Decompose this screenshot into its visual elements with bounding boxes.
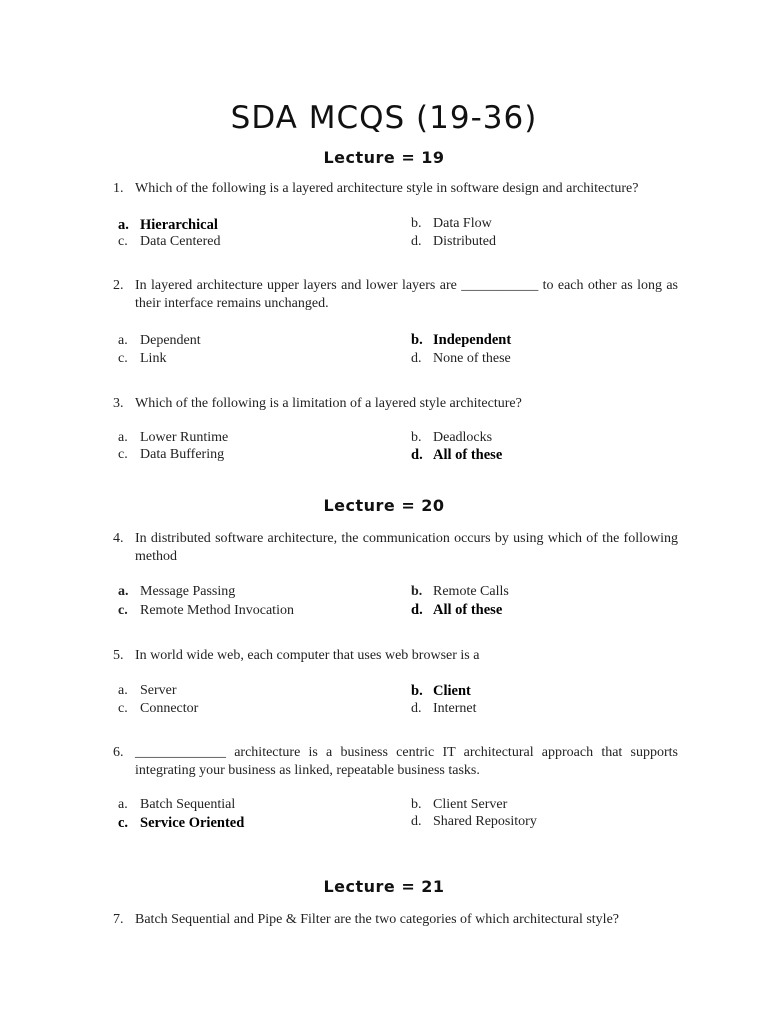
- option-text: Server: [140, 683, 177, 698]
- option-1d: [411, 233, 496, 251]
- question-text: Which of the following is a layered architecture style in software design and architecture?: [135, 181, 639, 196]
- option-letter: d.: [411, 447, 423, 463]
- option-letter: c.: [118, 603, 128, 618]
- question-text: In world wide web, each computer that uses web browser is a: [135, 648, 480, 663]
- option-4c: [118, 602, 294, 620]
- option-text: Service Oriented: [140, 815, 245, 831]
- option-text: Batch Sequential: [140, 797, 236, 812]
- question-1: [113, 180, 678, 198]
- option-text: Deadlocks: [433, 430, 493, 445]
- option-text: None of these: [433, 351, 511, 366]
- question-text: Which of the following is a limitation of a layered style architecture?: [135, 396, 522, 411]
- option-letter: d.: [411, 701, 422, 716]
- option-4b: [411, 583, 509, 601]
- option-letter: c.: [118, 447, 128, 462]
- option-letter: c.: [118, 815, 129, 831]
- question-number: 2.: [113, 278, 124, 293]
- option-5d: [411, 700, 477, 718]
- option-text: All of these: [433, 447, 503, 463]
- question-number: 4.: [113, 531, 124, 546]
- question-4: [113, 530, 678, 566]
- option-text: Internet: [433, 701, 477, 716]
- option-2a: [118, 332, 201, 350]
- option-6d: [411, 813, 537, 831]
- option-letter: b.: [411, 430, 422, 445]
- option-text: Lower Runtime: [140, 430, 229, 445]
- lecture-heading-21: Lecture = 21: [323, 877, 445, 896]
- question-text: In distributed software architecture, the communication occurs by using which of the following method: [135, 531, 678, 564]
- option-letter: d.: [411, 351, 422, 366]
- question-number: 6.: [113, 745, 124, 760]
- option-3a: [118, 429, 228, 447]
- option-text: Shared Repository: [433, 814, 537, 829]
- option-text: Data Flow: [433, 216, 492, 231]
- option-text: Dependent: [140, 333, 201, 348]
- option-text: Independent: [433, 332, 512, 348]
- question-text: _____________ architecture is a business centric IT architectural approach that supports integrating your business as linked, repeatable business tasks.: [135, 745, 678, 778]
- option-letter: a.: [118, 584, 129, 599]
- option-letter: d.: [411, 814, 422, 829]
- option-letter: c.: [118, 234, 128, 249]
- option-text: Remote Calls: [433, 584, 509, 599]
- lecture-heading-20: Lecture = 20: [323, 496, 445, 515]
- question-7: [113, 911, 678, 929]
- option-text: Link: [140, 351, 167, 366]
- option-letter: d.: [411, 602, 423, 618]
- option-6c: [118, 814, 244, 832]
- question-text: Batch Sequential and Pipe & Filter are the two categories of which architectural style?: [135, 912, 619, 927]
- question-number: 7.: [113, 912, 124, 927]
- option-text: Connector: [140, 701, 199, 716]
- option-letter: b.: [411, 216, 422, 231]
- option-5a: [118, 682, 177, 700]
- question-text: In layered architecture upper layers and lower layers are ___________ to each other as long as their interface remains unchanged.: [135, 278, 678, 311]
- question-6: [113, 744, 678, 780]
- option-5b: [411, 682, 471, 700]
- option-letter: b.: [411, 332, 423, 348]
- question-number: 5.: [113, 648, 124, 663]
- option-text: Data Centered: [140, 234, 221, 249]
- option-3b: [411, 429, 492, 447]
- option-letter: c.: [118, 351, 128, 366]
- option-text: Distributed: [433, 234, 496, 249]
- question-number: 3.: [113, 396, 124, 411]
- option-1c: [118, 233, 220, 251]
- option-4a: [118, 583, 235, 601]
- option-3d: [411, 446, 502, 464]
- page-title: SDA MCQS (19-36): [230, 100, 538, 136]
- option-text: Data Buffering: [140, 447, 225, 462]
- option-2c: [118, 350, 166, 368]
- option-2b: [411, 331, 511, 349]
- option-letter: a.: [118, 217, 129, 233]
- option-letter: a.: [118, 797, 128, 812]
- option-letter: a.: [118, 683, 128, 698]
- option-6b: [411, 796, 507, 814]
- lecture-heading-19: Lecture = 19: [323, 148, 445, 167]
- option-text: Client Server: [433, 797, 508, 812]
- option-1a: [118, 216, 218, 234]
- option-letter: a.: [118, 333, 128, 348]
- option-letter: d.: [411, 234, 422, 249]
- option-text: Hierarchical: [140, 217, 218, 233]
- option-3c: [118, 446, 224, 464]
- option-text: Remote Method Invocation: [140, 603, 294, 618]
- option-letter: a.: [118, 430, 128, 445]
- option-4d: [411, 601, 502, 619]
- option-2d: [411, 350, 511, 368]
- question-2: [113, 277, 678, 313]
- option-letter: b.: [411, 683, 423, 699]
- question-5: [113, 647, 678, 665]
- option-letter: b.: [411, 797, 422, 812]
- option-text: Client: [433, 683, 471, 699]
- question-number: 1.: [113, 181, 124, 196]
- option-5c: [118, 700, 198, 718]
- option-text: Message Passing: [140, 584, 236, 599]
- question-3: [113, 395, 678, 413]
- option-6a: [118, 796, 235, 814]
- option-text: All of these: [433, 602, 503, 618]
- option-letter: b.: [411, 584, 423, 599]
- option-letter: c.: [118, 701, 128, 716]
- option-1b: [411, 215, 492, 233]
